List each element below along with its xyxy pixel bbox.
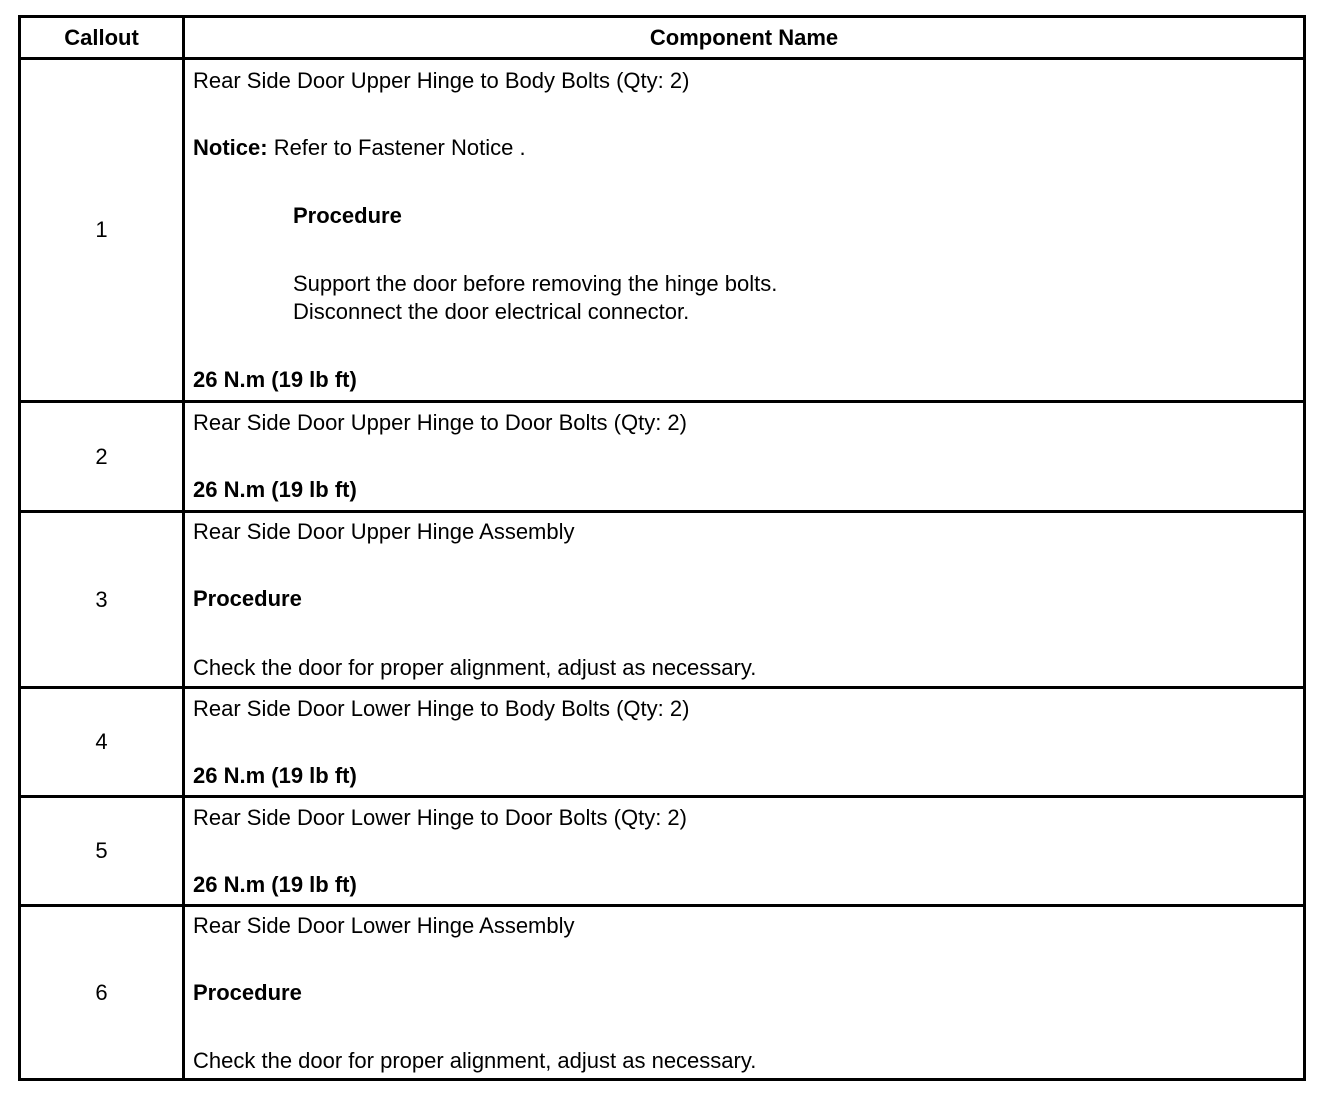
table-row bbox=[21, 60, 1303, 403]
component-title: Rear Side Door Upper Hinge to Body Bolts (Qty: 2) bbox=[193, 68, 690, 93]
component-cell bbox=[185, 798, 1303, 904]
torque-spec: 26 N.m (19 lb ft) bbox=[193, 872, 357, 897]
procedure-heading: Procedure bbox=[293, 203, 402, 228]
component-title: Rear Side Door Lower Hinge Assembly bbox=[193, 913, 575, 938]
torque-spec: 26 N.m (19 lb ft) bbox=[193, 477, 357, 502]
component-title: Rear Side Door Lower Hinge to Door Bolts (Qty: 2) bbox=[193, 805, 687, 830]
header-component-name: Component Name bbox=[649, 24, 839, 50]
component-title: Rear Side Door Lower Hinge to Body Bolts (Qty: 2) bbox=[193, 696, 690, 721]
component-cell bbox=[185, 403, 1303, 510]
procedure-heading: Procedure bbox=[193, 586, 302, 611]
component-table bbox=[18, 15, 1306, 1081]
notice-label: Notice: bbox=[193, 135, 268, 160]
table-row bbox=[21, 513, 1303, 689]
header-callout: Callout bbox=[21, 18, 185, 57]
procedure-step: Disconnect the door electrical connector. bbox=[293, 299, 690, 324]
procedure-step: Support the door before removing the hinge bolts. bbox=[293, 271, 778, 296]
callout-cell: 3 bbox=[21, 513, 185, 686]
component-cell bbox=[185, 689, 1303, 795]
procedure-step: Check the door for proper alignment, adjust as necessary. bbox=[193, 1048, 757, 1073]
component-cell bbox=[185, 513, 1303, 686]
notice-line bbox=[193, 135, 526, 161]
table-row bbox=[21, 798, 1303, 907]
table-row bbox=[21, 907, 1303, 1078]
callout-cell: 5 bbox=[21, 798, 185, 904]
notice-text: Refer to Fastener Notice . bbox=[273, 135, 526, 160]
callout-cell: 6 bbox=[21, 907, 185, 1078]
procedure-heading: Procedure bbox=[193, 980, 302, 1005]
component-cell bbox=[185, 907, 1303, 1078]
callout-cell: 2 bbox=[21, 403, 185, 510]
torque-spec: 26 N.m (19 lb ft) bbox=[193, 367, 357, 392]
procedure-step: Check the door for proper alignment, adjust as necessary. bbox=[193, 655, 757, 680]
component-title: Rear Side Door Upper Hinge to Door Bolts (Qty: 2) bbox=[193, 410, 687, 435]
component-title: Rear Side Door Upper Hinge Assembly bbox=[193, 519, 575, 544]
callout-cell: 1 bbox=[21, 60, 185, 400]
component-cell bbox=[185, 60, 1303, 400]
table-row bbox=[21, 403, 1303, 513]
table-header bbox=[21, 18, 1303, 60]
torque-spec: 26 N.m (19 lb ft) bbox=[193, 763, 357, 788]
table-row bbox=[21, 689, 1303, 798]
callout-cell: 4 bbox=[21, 689, 185, 795]
